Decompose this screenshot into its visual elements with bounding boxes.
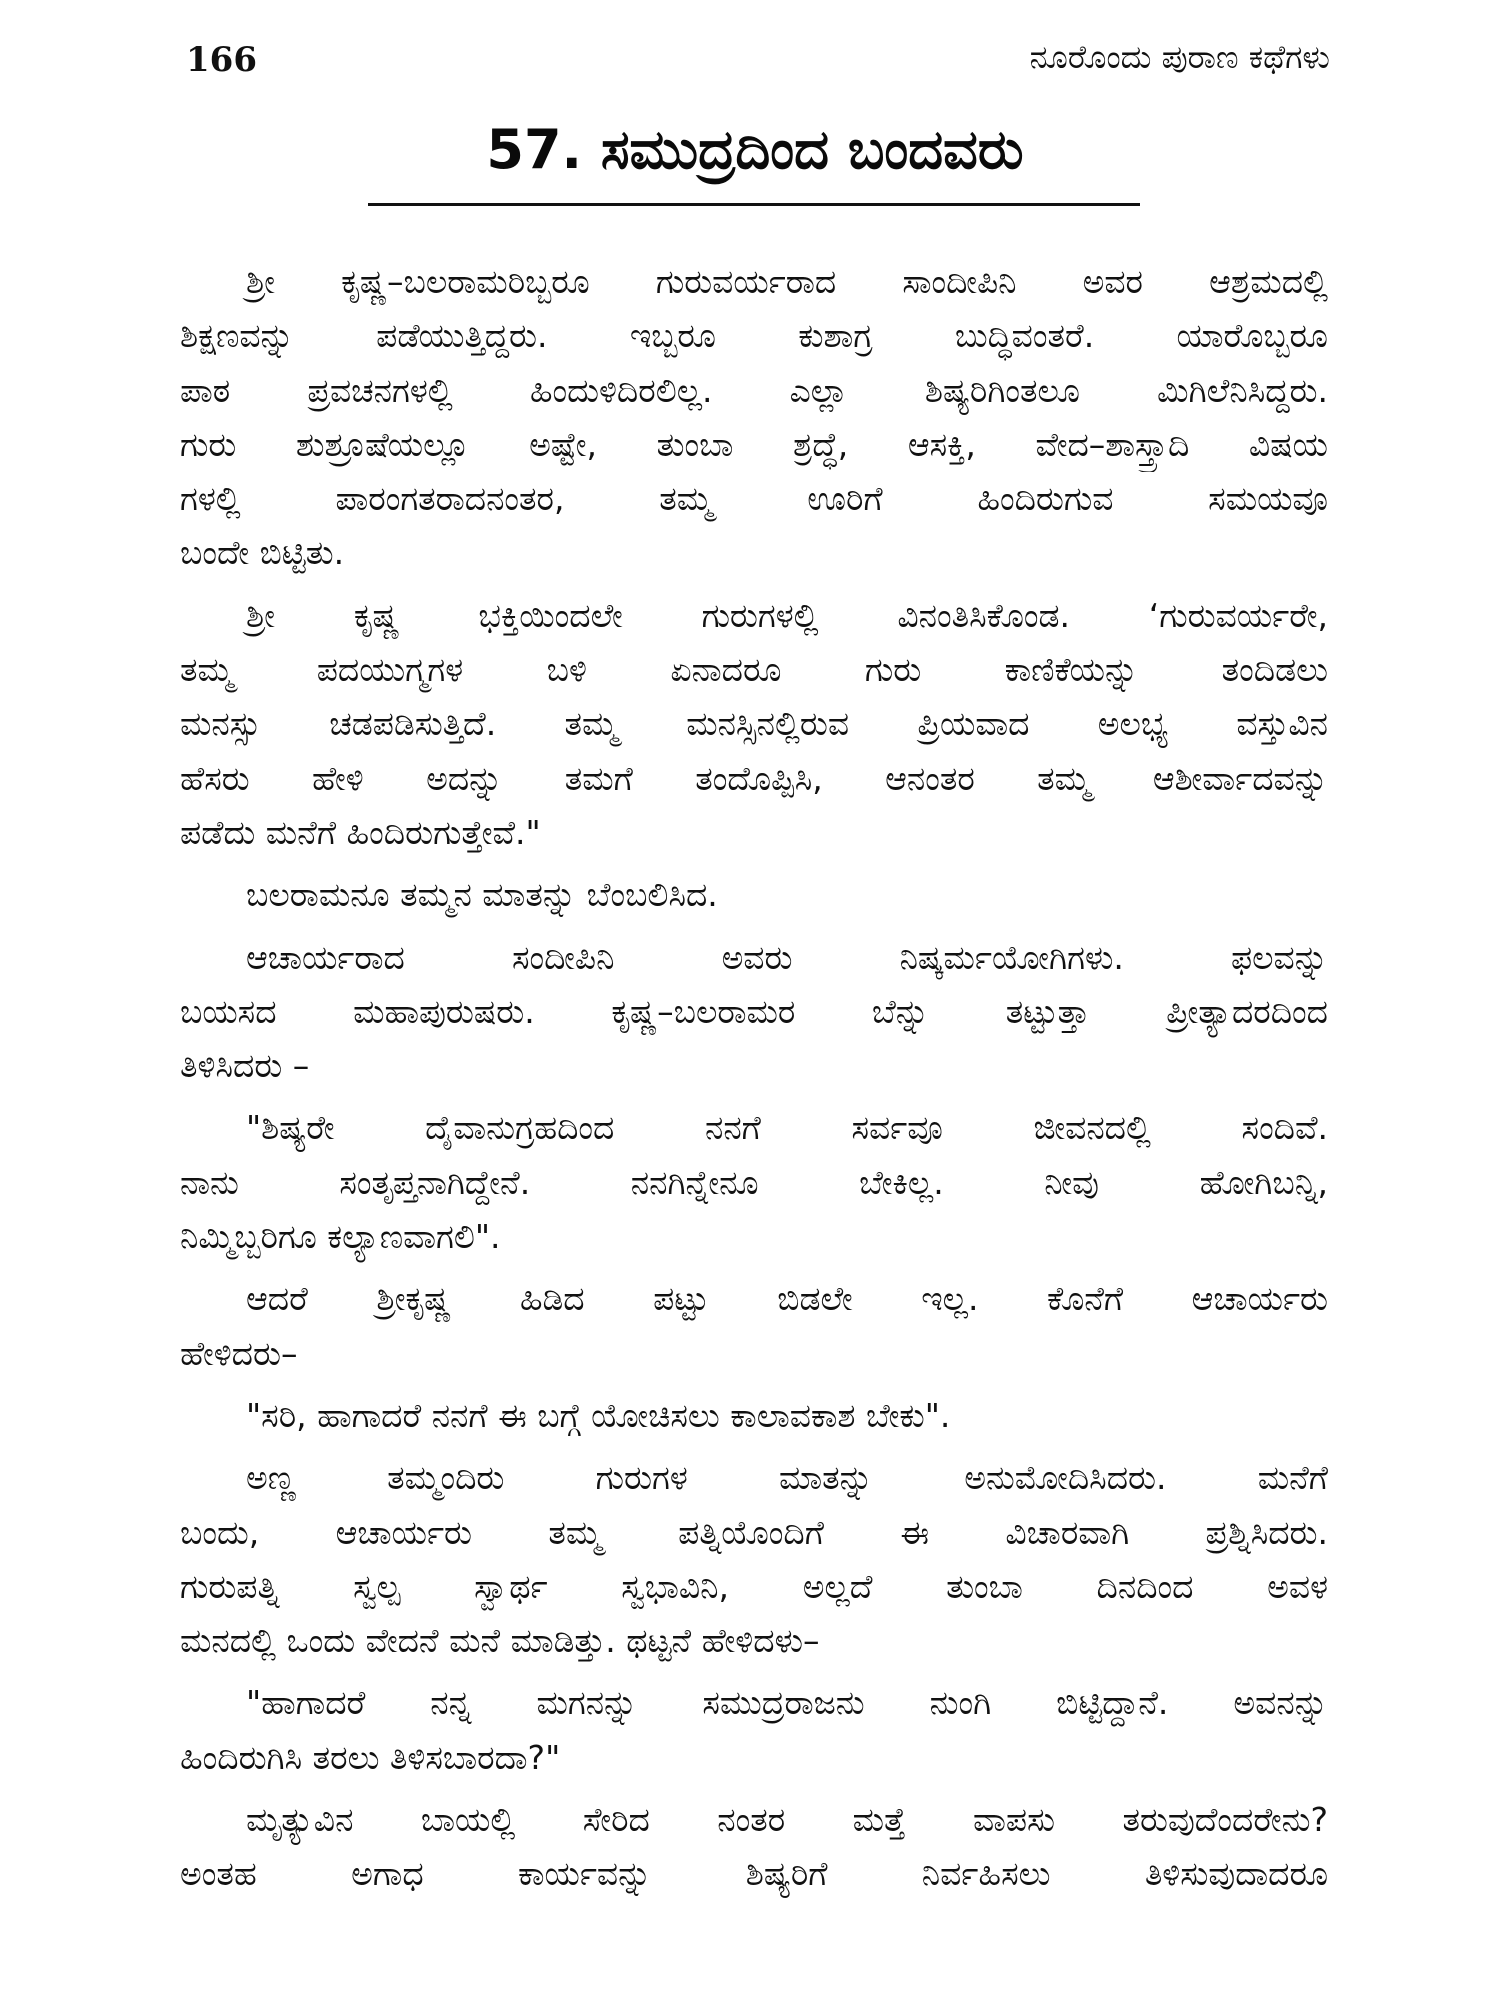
paragraph bbox=[180, 1101, 1328, 1264]
text-line: "ಹಾಗಾದರೆ ನನ್ನ ಮಗನನ್ನು ಸಮುದ್ರರಾಜನು ನುಂಗಿ ಬಿಟ್ಟಿದ್ದಾನೆ. ಅವನನ್ನು bbox=[246, 1683, 1328, 1723]
text-line: ಹೇಳಿದರು– bbox=[180, 1333, 298, 1373]
page-number: 166 bbox=[186, 40, 257, 80]
text-line: ಬಯಸದ ಮಹಾಪುರುಷರು. ಕೃಷ್ಣ–ಬಲರಾಮರ ಬೆನ್ನು ತಟ್ಟುತ್ತಾ ಪ್ರೀತ್ಯಾದರದಿಂದ bbox=[180, 991, 1328, 1031]
paragraph bbox=[180, 1272, 1328, 1381]
text-line: ಆದರೆ ಶ್ರೀಕೃಷ್ಣ ಹಿಡಿದ ಪಟ್ಟು ಬಿಡಲೇ ಇಲ್ಲ. ಕೊನೆಗೆ ಆಚಾರ್ಯರು bbox=[246, 1279, 1328, 1319]
text-line: ಪಾಠ ಪ್ರವಚನಗಳಲ್ಲಿ ಹಿಂದುಳಿದಿರಲಿಲ್ಲ. ಎಲ್ಲಾ ಶಿಷ್ಯರಿಗಿಂತಲೂ ಮಿಗಿಲೆನಿಸಿದ್ದರು. bbox=[180, 370, 1328, 410]
text-line: ಅಂತಹ ಅಗಾಧ ಕಾರ್ಯವನ್ನು ಶಿಷ್ಯರಿಗೆ ನಿರ್ವಹಿಸಲು ತಿಳಿಸುವುದಾದರೂ bbox=[180, 1854, 1328, 1894]
text-line: "ಶಿಷ್ಯರೇ ದೈವಾನುಗ್ರಹದಿಂದ ನನಗೆ ಸರ್ವವೂ ಜೀವನದಲ್ಲಿ ಸಂದಿವೆ. bbox=[246, 1108, 1328, 1148]
text-line: ಹೆಸರು ಹೇಳಿ ಅದನ್ನು ತಮಗೆ ತಂದೊಪ್ಪಿಸಿ, ಆನಂತರ ತಮ್ಮ ಆಶೀರ್ವಾದವನ್ನು bbox=[180, 758, 1328, 798]
paragraph bbox=[180, 1793, 1328, 1902]
paragraph-gap bbox=[180, 1443, 1328, 1451]
text-line: ನಾನು ಸಂತೃಪ್ತನಾಗಿದ್ದೇನೆ. ನನಗಿನ್ನೇನೂ ಬೇಕಿಲ್ಲ. ನೀವು ಹೋಗಿಬನ್ನಿ, bbox=[180, 1162, 1328, 1202]
text-line: ಬಲರಾಮನೂ ತಮ್ಮನ ಮಾತನ್ನು ಬೆಂಬಲಿಸಿದ. bbox=[246, 875, 718, 915]
paragraph bbox=[180, 255, 1328, 581]
paragraph-gap bbox=[180, 1093, 1328, 1101]
paragraph bbox=[180, 1451, 1328, 1668]
paragraph bbox=[180, 1389, 1328, 1443]
text-line: ಹಿಂದಿರುಗಿಸಿ ತರಲು ತಿಳಿಸಬಾರದಾ?" bbox=[180, 1737, 561, 1777]
paragraph bbox=[180, 931, 1328, 1094]
text-line: ಗುರುಪತ್ನಿ ಸ್ವಲ್ಪ ಸ್ವಾರ್ಥ ಸ್ವಭಾವಿನಿ, ಅಲ್ಲದೆ ತುಂಬಾ ದಿನದಿಂದ ಅವಳ bbox=[180, 1566, 1328, 1606]
text-line: ನಿಮ್ಮಿಬ್ಬರಿಗೂ ಕಲ್ಯಾಣವಾಗಲಿ". bbox=[180, 1217, 501, 1257]
paragraph-gap bbox=[180, 860, 1328, 868]
paragraph-gap bbox=[180, 1381, 1328, 1389]
text-line: ಬಂದೇ ಬಿಟ್ಟಿತು. bbox=[180, 533, 345, 573]
text-line: ತಿಳಿಸಿದರು – bbox=[180, 1046, 310, 1086]
running-head: ನೂರೊಂದು ಪುರಾಣ ಕಥೆಗಳು bbox=[1029, 38, 1330, 76]
paragraph-gap bbox=[180, 1668, 1328, 1676]
paragraph-gap bbox=[180, 581, 1328, 589]
paragraph bbox=[180, 868, 1328, 922]
text-line: ಅಣ್ಣ ತಮ್ಮಂದಿರು ಗುರುಗಳ ಮಾತನ್ನು ಅನುಮೋದಿಸಿದರು. ಮನೆಗೆ bbox=[246, 1458, 1328, 1498]
paragraph-gap bbox=[180, 923, 1328, 931]
text-line: ಶ್ರೀ ಕೃಷ್ಣ ಭಕ್ತಿಯಿಂದಲೇ ಗುರುಗಳಲ್ಲಿ ವಿನಂತಿಸಿಕೊಂಡ. ‘ಗುರುವರ್ಯರೇ, bbox=[246, 595, 1328, 635]
paragraph-gap bbox=[180, 1785, 1328, 1793]
text-line: "ಸರಿ, ಹಾಗಾದರೆ ನನಗೆ ಈ ಬಗ್ಗೆ ಯೋಚಿಸಲು ಕಾಲಾವಕಾಶ ಬೇಕು". bbox=[246, 1395, 951, 1435]
text-line: ಗಳಲ್ಲಿ ಪಾರಂಗತರಾದನಂತರ, ತಮ್ಮ ಊರಿಗೆ ಹಿಂದಿರುಗುವ ಸಮಯವೂ bbox=[180, 479, 1328, 519]
paragraph bbox=[180, 589, 1328, 860]
text-line: ಮನದಲ್ಲಿ ಒಂದು ವೇದನೆ ಮನೆ ಮಾಡಿತ್ತು. ಥಟ್ಟನೆ ಹೇಳಿದಳು– bbox=[180, 1621, 820, 1661]
text-line: ತಮ್ಮ ಪದಯುಗ್ಮಗಳ ಬಳಿ ಏನಾದರೂ ಗುರು ಕಾಣಿಕೆಯನ್ನು ತಂದಿಡಲು bbox=[180, 650, 1328, 690]
paragraph-gap bbox=[180, 1264, 1328, 1272]
text-line: ಮನಸ್ಸು ಚಡಪಡಿಸುತ್ತಿದೆ. ತಮ್ಮ ಮನಸ್ಸಿನಲ್ಲಿರುವ ಪ್ರಿಯವಾದ ಅಲಭ್ಯ ವಸ್ತುವಿನ bbox=[180, 704, 1328, 744]
text-line: ಶ್ರೀ ಕೃಷ್ಣ–ಬಲರಾಮರಿಬ್ಬರೂ ಗುರುವರ್ಯರಾದ ಸಾಂದೀಪಿನಿ ಅವರ ಆಶ್ರಮದಲ್ಲಿ bbox=[246, 262, 1328, 301]
text-line: ಶಿಕ್ಷಣವನ್ನು ಪಡೆಯುತ್ತಿದ್ದರು. ಇಬ್ಬರೂ ಕುಶಾಗ್ರ ಬುದ್ಧಿವಂತರೆ. ಯಾರೊಬ್ಬರೂ bbox=[180, 316, 1328, 356]
chapter-title: 57. ಸಮುದ್ರದಿಂದ ಬಂದವರು bbox=[486, 118, 1024, 181]
paragraph bbox=[180, 1676, 1328, 1785]
text-line: ಮೃತ್ಯುವಿನ ಬಾಯಲ್ಲಿ ಸೇರಿದ ನಂತರ ಮತ್ತೆ ವಾಪಸು ತರುವುದೆಂದರೇನು? bbox=[246, 1800, 1328, 1840]
text-line: ಪಡೆದು ಮನೆಗೆ ಹಿಂದಿರುಗುತ್ತೇವೆ." bbox=[180, 812, 541, 852]
text-line: ಆಚಾರ್ಯರಾದ ಸಂದೀಪಿನಿ ಅವರು ನಿಷ್ಕರ್ಮಯೋಗಿಗಳು. ಫಲವನ್ನು bbox=[246, 937, 1328, 977]
text-line: ಗುರು ಶುಶ್ರೂಷೆಯಲ್ಲೂ ಅಷ್ಟೇ, ತುಂಬಾ ಶ್ರದ್ಧೆ, ಆಸಕ್ತಿ, ವೇದ–ಶಾಸ್ತ್ರಾದಿ ವಿಷಯ bbox=[180, 424, 1328, 464]
text-line: ಬಂದು, ಆಚಾರ್ಯರು ತಮ್ಮ ಪತ್ನಿಯೊಂದಿಗೆ ಈ ವಿಚಾರವಾಗಿ ಪ್ರಶ್ನಿಸಿದರು. bbox=[180, 1512, 1328, 1552]
title-underline bbox=[368, 203, 1140, 206]
body-text bbox=[180, 255, 1328, 1902]
